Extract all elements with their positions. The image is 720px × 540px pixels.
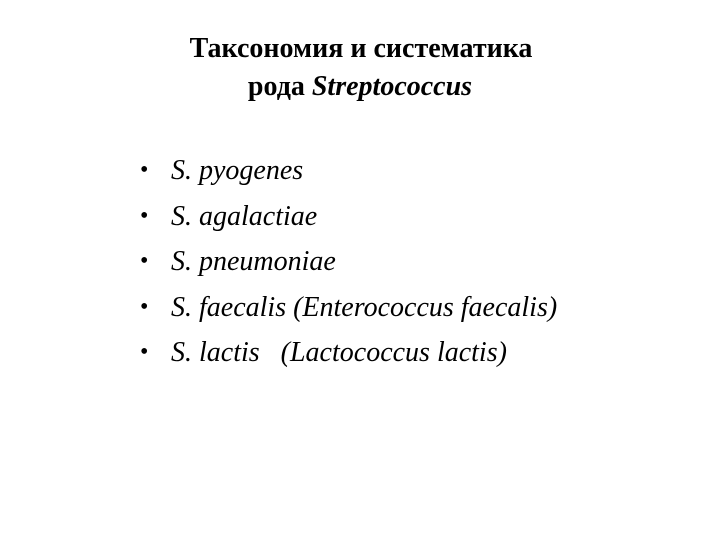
bullet-icon: • bbox=[140, 248, 149, 274]
bullet-icon: • bbox=[140, 202, 149, 229]
title-genus-name: Streptococcus bbox=[311, 71, 473, 102]
title-line-1: Таксономия и систематика bbox=[189, 33, 533, 64]
title-line-2-prefix: рода bbox=[247, 71, 312, 102]
list-item-text: S. faecalis (Enterococcus faecalis) bbox=[171, 291, 558, 323]
list-item-text: S. lactis (Lactococcus lactis) bbox=[171, 337, 507, 368]
list-item-text: S. agalactiae bbox=[171, 200, 318, 232]
list-item-text: S. pyogenes bbox=[171, 155, 304, 186]
bullet-icon: • bbox=[140, 157, 149, 183]
bullet-icon: • bbox=[140, 339, 149, 365]
title-line-2 bbox=[0, 68, 720, 106]
slide-title bbox=[0, 30, 720, 106]
list-item-text: S. pneumoniae bbox=[171, 246, 336, 277]
bullet-icon: • bbox=[140, 293, 149, 320]
